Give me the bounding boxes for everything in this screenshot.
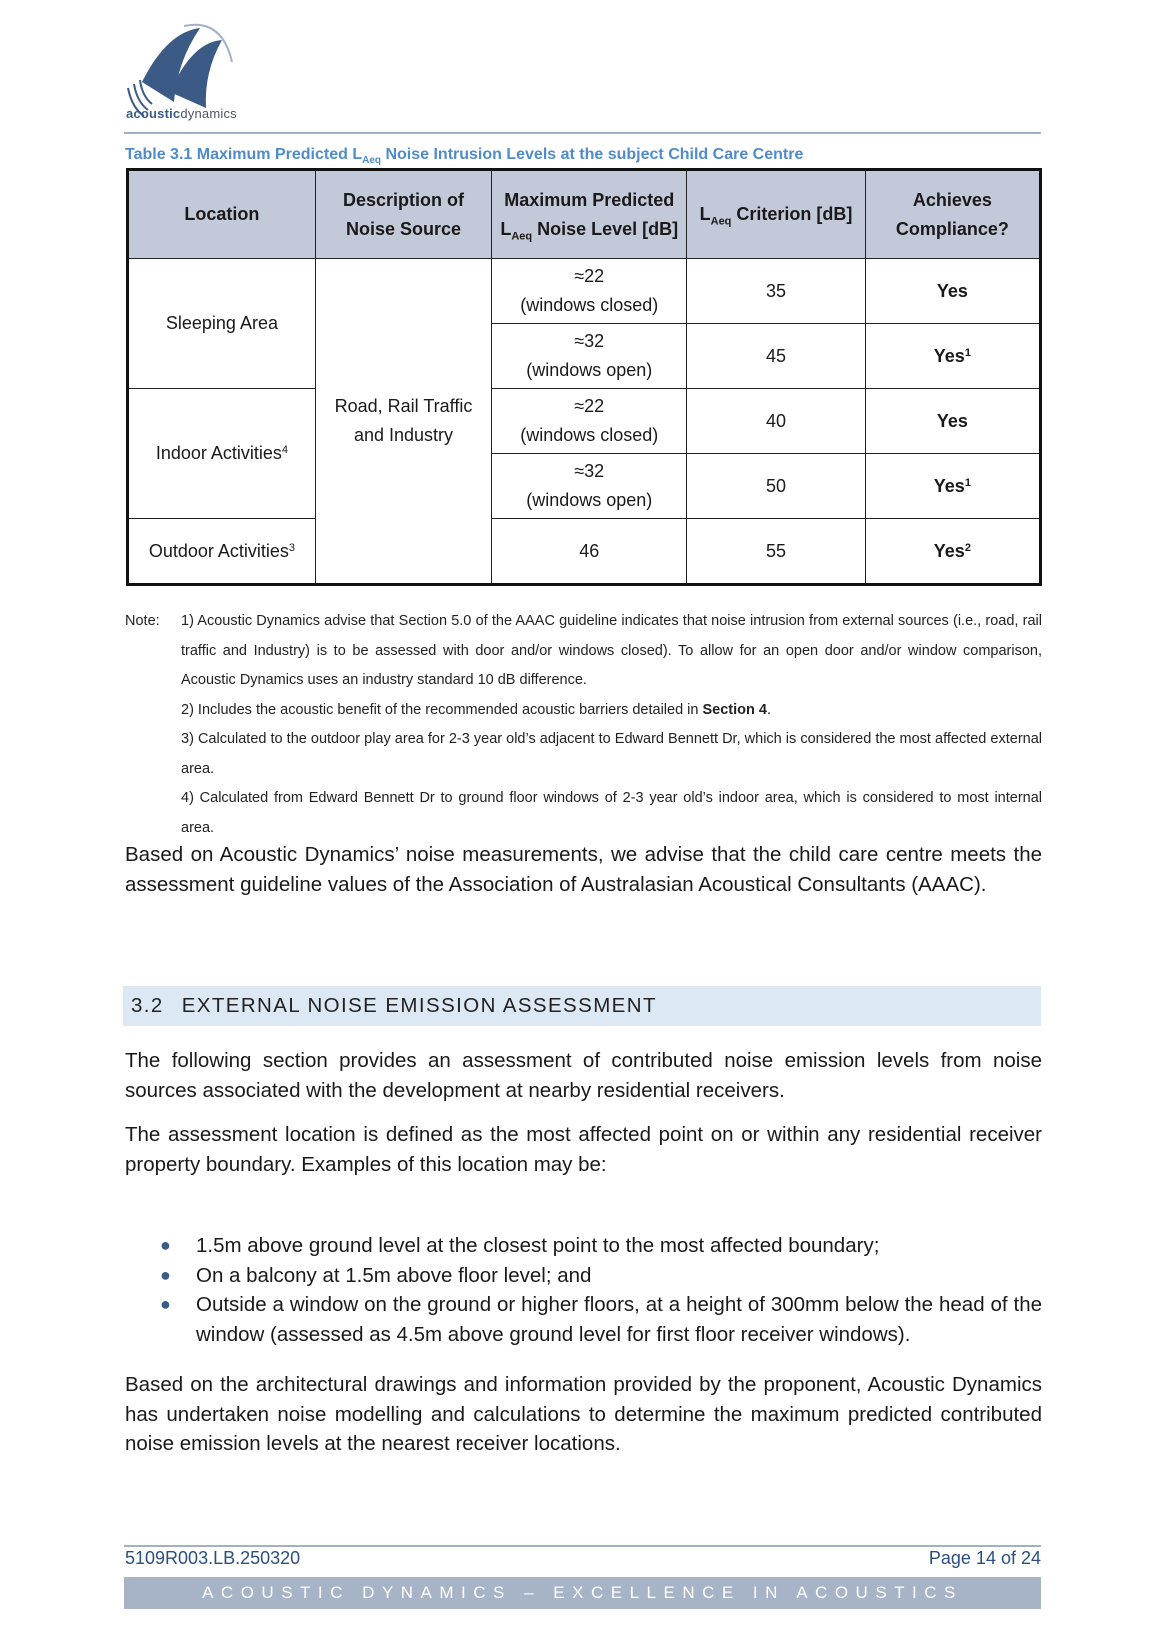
list-item-text: On a balcony at 1.5m above floor level; and bbox=[196, 1263, 592, 1287]
header-divider bbox=[124, 132, 1041, 134]
section-number: 3.2 bbox=[131, 994, 164, 1017]
level-cell bbox=[492, 259, 687, 324]
assessment-location-list bbox=[125, 1231, 1042, 1349]
section-title: EXTERNAL NOISE EMISSION ASSESSMENT bbox=[181, 994, 657, 1017]
table-header-row bbox=[128, 170, 1041, 259]
criterion-cell: 55 bbox=[687, 519, 865, 585]
caption-sub: Aeq bbox=[362, 155, 382, 167]
page-number: Page 14 of 24 bbox=[928, 1548, 1041, 1568]
compliance-cell bbox=[865, 519, 1040, 585]
caption-pre: Table 3.1 Maximum Predicted L bbox=[125, 146, 363, 163]
notes-label: Note: bbox=[125, 613, 160, 629]
header-max-post: Noise Level [dB] bbox=[532, 218, 679, 239]
noise-intrusion-table bbox=[126, 168, 1042, 586]
note-3: 3) Calculated to the outdoor play area for 2-3 year old’s adjacent to Edward Bennett Dr, which is considered the most affected external area. bbox=[181, 731, 1042, 777]
compliance-footnote: 1 bbox=[964, 346, 971, 359]
note-2 bbox=[181, 696, 1042, 726]
level-condition: (windows closed) bbox=[520, 425, 659, 445]
compliance-cell bbox=[865, 454, 1040, 519]
paragraph-assessment-location: The assessment location is defined as the most affected point on or within any residential receiver property boundary. Examples of this location may be: bbox=[125, 1123, 1042, 1176]
document-reference: 5109R003.LB.250320 bbox=[125, 1548, 301, 1568]
logo-word-light: dynamics bbox=[180, 106, 237, 121]
header-location: Location bbox=[128, 170, 316, 259]
level-value: ≈22 bbox=[574, 266, 605, 286]
header-criterion bbox=[687, 170, 865, 259]
header-max-sub: Aeq bbox=[511, 230, 533, 243]
criterion-cell: 45 bbox=[687, 324, 865, 389]
list-item bbox=[125, 1231, 1042, 1261]
note-4: 4) Calculated from Edward Bennett Dr to ground floor windows of 2-3 year old’s indoor area, which is considered to most internal area. bbox=[181, 790, 1042, 836]
list-item bbox=[125, 1290, 1042, 1349]
compliance-footnote: 2 bbox=[964, 541, 971, 554]
compliance-value: Yes bbox=[933, 540, 965, 561]
level-condition: (windows closed) bbox=[520, 295, 659, 315]
compliance-value: Yes bbox=[936, 410, 968, 431]
compliance-cell bbox=[865, 324, 1040, 389]
header-compliance: Achieves Compliance? bbox=[865, 170, 1040, 259]
header-description: Description of Noise Source bbox=[315, 170, 491, 259]
header-max-pre: Maximum Predicted L bbox=[500, 189, 675, 239]
footer-divider bbox=[124, 1545, 1041, 1547]
note-1: 1) Acoustic Dynamics advise that Section 5.0 of the AAAC guideline indicates that noise intrusion from external sources (i.e., road, rail traffic and Industry) is to be assessed with door and/or windows closed). To allow for an open door and/or window comparison, Acoustic Dynamics uses an industry standard 10 dB difference. bbox=[181, 613, 1042, 688]
criterion-cell: 40 bbox=[687, 389, 865, 454]
criterion-cell: 35 bbox=[687, 259, 865, 324]
header-crit-pre: L bbox=[699, 204, 711, 224]
compliance-value: Yes bbox=[933, 475, 965, 496]
table-row bbox=[128, 259, 1041, 324]
caption-post: Noise Intrusion Levels at the subject Child Care Centre bbox=[381, 146, 804, 163]
compliance-footnote: 1 bbox=[964, 476, 971, 489]
footer-tagline: ACOUSTIC DYNAMICS – EXCELLENCE IN ACOUSTICS bbox=[124, 1577, 1041, 1609]
logo-wordmark bbox=[126, 106, 237, 121]
table-row bbox=[128, 519, 1041, 585]
list-item-text: Outside a window on the ground or higher floors, at a height of 300mm below the head of the window (assessed as 4.5m above ground level for first floor receiver windows). bbox=[196, 1293, 1042, 1346]
location-footnote: 3 bbox=[288, 541, 296, 554]
level-value: ≈32 bbox=[574, 331, 605, 351]
logo-word-bold: acoustic bbox=[126, 106, 181, 121]
table-notes bbox=[125, 607, 1042, 843]
level-cell: 46 bbox=[492, 519, 687, 585]
compliance-value: Yes bbox=[936, 280, 968, 301]
table-caption bbox=[125, 146, 803, 166]
level-value: ≈22 bbox=[574, 396, 605, 416]
level-cell bbox=[492, 454, 687, 519]
location-cell bbox=[128, 389, 316, 519]
location-cell bbox=[128, 519, 316, 585]
section-heading bbox=[123, 986, 1041, 1026]
compliance-value: Yes bbox=[933, 345, 965, 366]
bullet-icon: ● bbox=[160, 1294, 171, 1314]
location-label: Outdoor Activities bbox=[148, 540, 289, 561]
paragraph-compliance-summary: Based on Acoustic Dynamics’ noise measurements, we advise that the child care centre meets the assessment guideline values of the Association of Australasian Acoustical Consultants (AAAC). bbox=[125, 843, 1042, 896]
table-row bbox=[128, 389, 1041, 454]
paragraph-intro: The following section provides an assessment of contributed noise emission levels from noise sources associated with the development at nearby residential receivers. bbox=[125, 1049, 1042, 1102]
note-2-text: 2) Includes the acoustic benefit of the recommended acoustic barriers detailed in bbox=[181, 701, 703, 718]
compliance-cell bbox=[865, 389, 1040, 454]
header-crit-sub: Aeq bbox=[710, 215, 732, 228]
compliance-cell bbox=[865, 259, 1040, 324]
header-crit-post: Criterion [dB] bbox=[731, 204, 853, 224]
criterion-cell: 50 bbox=[687, 454, 865, 519]
list-item-text: 1.5m above ground level at the closest point to the most affected boundary; bbox=[196, 1234, 880, 1257]
location-footnote: 4 bbox=[281, 444, 289, 456]
noise-source-cell: Road, Rail Traffic and Industry bbox=[315, 259, 491, 585]
list-item bbox=[125, 1261, 1042, 1291]
header-max-level bbox=[492, 170, 687, 259]
note-2-section-ref: Section 4 bbox=[702, 701, 767, 718]
bullet-icon: ● bbox=[160, 1264, 171, 1285]
note-2-end: . bbox=[766, 701, 771, 718]
location-label: Indoor Activities bbox=[155, 443, 282, 463]
level-condition: (windows open) bbox=[526, 360, 653, 380]
paragraph-modelling: Based on the architectural drawings and information provided by the proponent, Acoustic Dynamics has undertaken noise modelling and calculations to determine the maximum predicted contributed noise emission levels at the nearest receiver locations. bbox=[125, 1373, 1042, 1455]
location-cell: Sleeping Area bbox=[128, 259, 316, 389]
level-cell bbox=[492, 324, 687, 389]
level-value: ≈32 bbox=[574, 461, 605, 481]
bullet-icon: ● bbox=[160, 1235, 171, 1255]
level-condition: (windows open) bbox=[526, 490, 653, 510]
level-cell bbox=[492, 389, 687, 454]
